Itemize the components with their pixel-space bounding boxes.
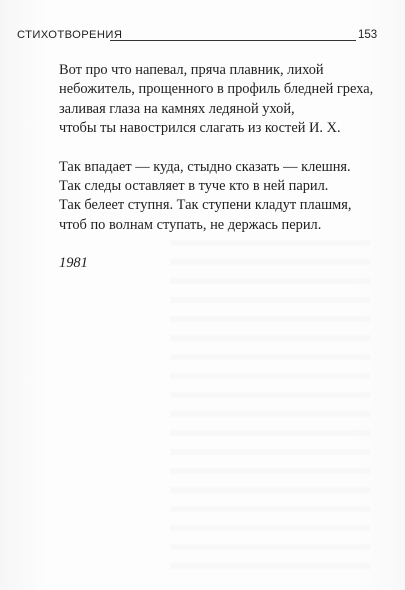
bleed-through-texture: [170, 240, 370, 570]
stanza-2: [59, 158, 389, 236]
poem-line: Вот про что напевал, пряча плавник, лихой: [59, 62, 324, 78]
poem-line: чтоб по волнам ступать, не держась перил.: [59, 216, 322, 233]
poem-line: Так белеет ступня. Так ступени кладут плашмя,: [59, 197, 352, 214]
header-rule: [110, 40, 356, 41]
poem-line: Так впадает — куда, стыдно сказать — клешня.: [59, 158, 351, 175]
poem-line: Так следы оставляет в туче кто в ней парил.: [59, 178, 329, 195]
poem-line: заливая глаза на камнях ледяной ухой,: [59, 100, 295, 117]
poem-line: небожитель, прощенного в профиль бледней греха,: [59, 81, 374, 98]
page-number: 153: [358, 29, 378, 41]
poem-date: 1981: [59, 255, 88, 272]
running-head-title: СТИХОТВОРЕНИЯ: [17, 29, 123, 41]
poem-line: чтобы ты навострился слагать из костей И. Х.: [59, 120, 341, 137]
stanza-1: [59, 61, 389, 139]
poem-body: [59, 61, 389, 273]
